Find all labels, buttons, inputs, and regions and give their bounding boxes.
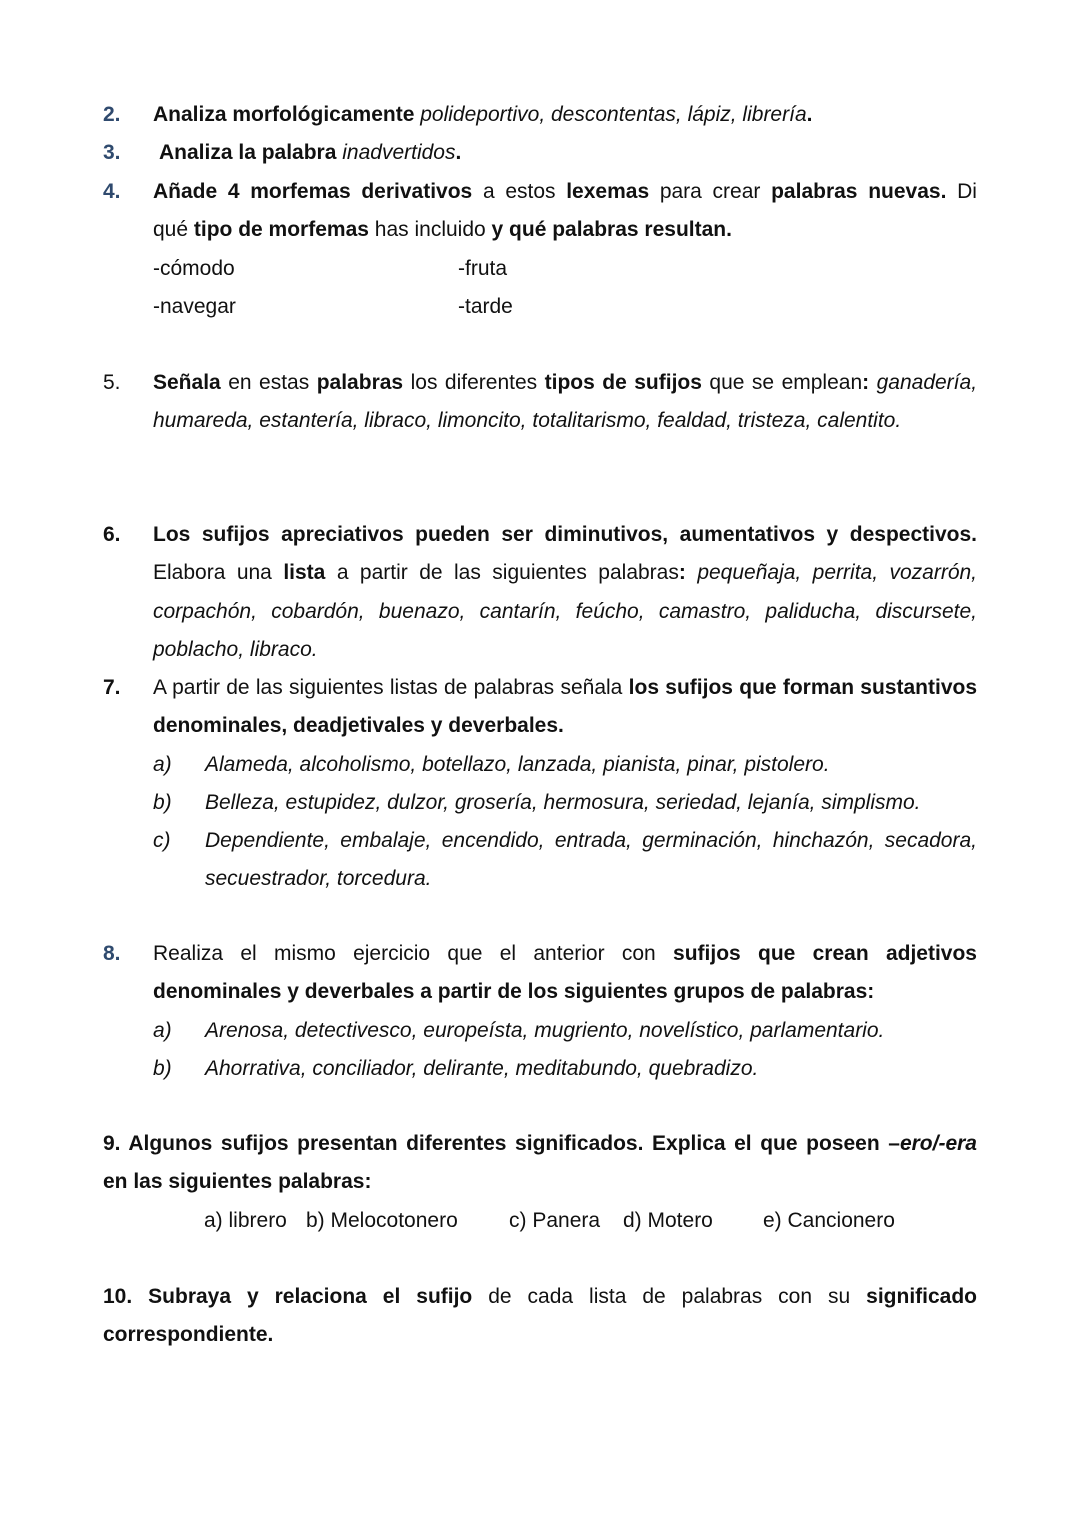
options-row [103, 1202, 977, 1240]
option-b: b) Melocotonero [306, 1208, 458, 1232]
exercise-10 [103, 1278, 977, 1355]
exercise-text: Analiza morfológicamente polideportivo, descontentas, lápiz, librería. [153, 103, 813, 126]
exercise-line: Añade 4 morfemas derivativos a estos lexemas para crear palabras nuevas. Di [153, 180, 977, 203]
exercise-text: Analiza la palabra inadvertidos. [159, 141, 462, 164]
exercise-number: 7. [103, 676, 121, 699]
exercise-text [153, 935, 977, 1088]
exercise-2 [103, 96, 977, 134]
option-d: d) Motero [623, 1208, 713, 1232]
exercise-text [153, 173, 977, 326]
exercise-text: Los sufijos apreciativos pueden ser diminutivos, aumentativos y despectivos. Elabora una lista a partir de las siguientes palabras: pequeñaja, perrita, vozarrón, corpachón, cobardón, buenazo, cantarín, feúcho, camastro, paliducha, discursete, poblacho, libraco. [153, 523, 978, 661]
option-a: a) librero [204, 1208, 287, 1232]
exercise-number: 4. [103, 180, 121, 203]
exercise-text [153, 669, 977, 899]
exercise-5 [103, 364, 977, 441]
sublist-item: b) Ahorrativa, conciliador, delirante, meditabundo, quebradizo. [153, 1056, 759, 1080]
exercise-9 [103, 1125, 977, 1240]
exercise-number: 2. [103, 103, 121, 126]
exercise-4 [103, 173, 977, 326]
lexeme-row: -navegar -tarde [153, 294, 513, 318]
sublist-item: a) Alameda, alcoholismo, botellazo, lanzada, pianista, pinar, pistolero. [153, 752, 830, 776]
sublist-item: b) Belleza, estupidez, dulzor, grosería, hermosura, seriedad, lejanía, simplismo. [153, 790, 921, 814]
exercise-8 [103, 935, 977, 1088]
exercise-line: qué tipo de morfemas has incluido y qué palabras resultan. [153, 218, 732, 242]
exercise-number: 5. [103, 371, 121, 394]
exercise-7 [103, 669, 977, 899]
exercise-number: 8. [103, 942, 121, 965]
exercise-text: 9. Algunos sufijos presentan diferentes significados. Explica el que poseen –ero/-era en las siguientes palabras: [103, 1132, 977, 1194]
exercise-6 [103, 516, 977, 669]
lexeme-row: -cómodo -fruta [153, 256, 508, 280]
option-c: c) Panera [509, 1208, 601, 1232]
sublist-item: c) Dependiente, embalaje, encendido, entrada, germinación, hinchazón, secadora, secuestrador, torcedura. [153, 829, 977, 891]
exercise-statement: Realiza el mismo ejercicio que el anterior con sufijos que crean adjetivos denominales y deverbales a partir de los siguientes grupos de palabras: [153, 942, 977, 1004]
sublist-item: a) Arenosa, detectivesco, europeísta, mugriento, novelístico, parlamentario. [153, 1018, 885, 1042]
exercise-number: 3. [103, 141, 121, 164]
exercise-text: Señala en estas palabras los diferentes tipos de sufijos que se emplean: ganadería, humareda, estantería, libraco, limoncito, totalitarismo, fealdad, tristeza, calentito. [153, 371, 978, 433]
exercise-text: 10. Subraya y relaciona el sufijo de cada lista de palabras con su significado correspondiente. [103, 1285, 978, 1347]
exercise-number: 6. [103, 523, 121, 546]
option-e: e) Cancionero [763, 1208, 895, 1232]
exercise-3 [103, 134, 977, 172]
exercise-statement: A partir de las siguientes listas de palabras señala los sufijos que forman sustantivos denominales, deadjetivales y deverbales. [153, 676, 978, 738]
